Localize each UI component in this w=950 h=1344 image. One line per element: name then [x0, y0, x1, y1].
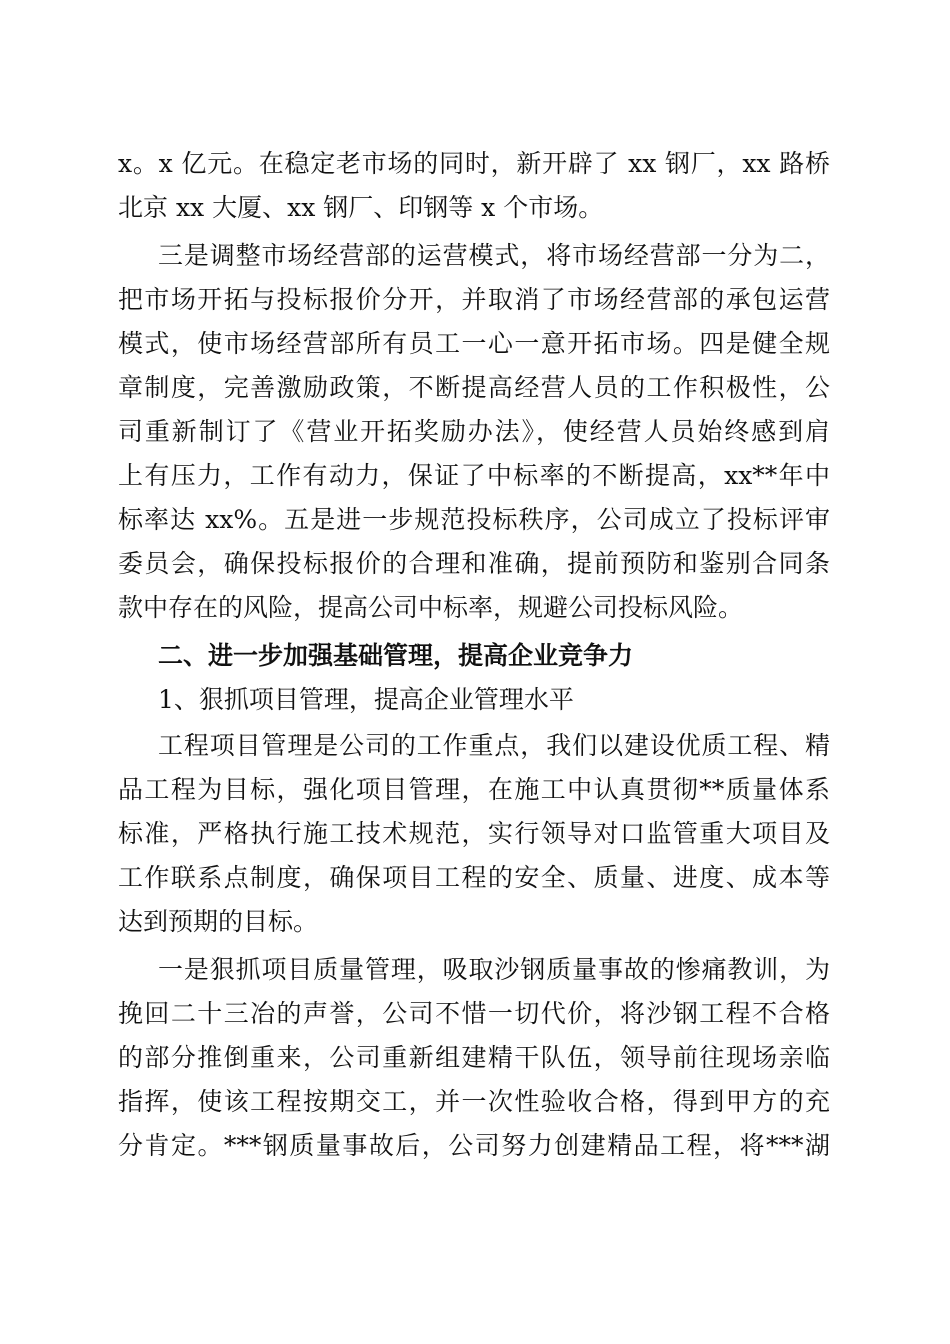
paragraph-line: 模式，使市场经营部所有员工一心一意开拓市场。四是健全规: [118, 329, 830, 358]
paragraph-line: 北京 xx 大厦、xx 钢厂、印钢等 x 个市场。: [118, 193, 604, 222]
paragraph-line: 品工程为目标，强化项目管理，在施工中认真贯彻**质量体系: [118, 775, 830, 804]
paragraph-line: 三是调整市场经营部的运营模式，将市场经营部一分为二，: [158, 241, 830, 270]
paragraph-line: 把市场开拓与投标报价分开，并取消了市场经营部的承包运营: [118, 285, 830, 314]
paragraph-line: 挽回二十三冶的声誉，公司不惜一切代价，将沙钢工程不合格: [118, 999, 830, 1028]
paragraph-line: 指挥，使该工程按期交工，并一次性验收合格，得到甲方的充: [118, 1087, 830, 1116]
paragraph-line: 标准，严格执行施工技术规范，实行领导对口监管重大项目及: [118, 819, 830, 848]
paragraph-line: 章制度，完善激励政策，不断提高经营人员的工作积极性，公: [118, 373, 830, 402]
paragraph-line: 工程项目管理是公司的工作重点，我们以建设优质工程、精: [158, 731, 830, 760]
paragraph-line: 分肯定。***钢质量事故后，公司努力创建精品工程，将***湖: [118, 1131, 830, 1160]
paragraph-line: 的部分推倒重来，公司重新组建精干队伍，领导前往现场亲临: [118, 1043, 830, 1072]
paragraph-line: 款中存在的风险，提高公司中标率，规避公司投标风险。: [118, 593, 744, 622]
subsection-heading: 1、狠抓项目管理，提高企业管理水平: [158, 685, 574, 714]
paragraph-line: x。x 亿元。在稳定老市场的同时，新开辟了 xx 钢厂，xx 路桥: [118, 149, 830, 178]
paragraph-line: 委员会，确保投标报价的合理和准确，提前预防和鉴别合同条: [118, 549, 830, 578]
paragraph-line: 司重新制订了《营业开拓奖励办法》，使经营人员始终感到肩: [118, 417, 830, 446]
paragraph-line: 上有压力，工作有动力，保证了中标率的不断提高，xx**年中: [118, 461, 830, 490]
paragraph-line: 标率达 xx%。五是进一步规范投标秩序，公司成立了投标评审: [118, 505, 830, 534]
paragraph-line: 工作联系点制度，确保项目工程的安全、质量、进度、成本等: [118, 863, 830, 892]
paragraph-line: 一是狠抓项目质量管理，吸取沙钢质量事故的惨痛教训，为: [158, 955, 830, 984]
paragraph-line: 达到预期的目标。: [118, 907, 319, 936]
section-heading: 二、进一步加强基础管理，提高企业竞争力: [158, 641, 634, 670]
